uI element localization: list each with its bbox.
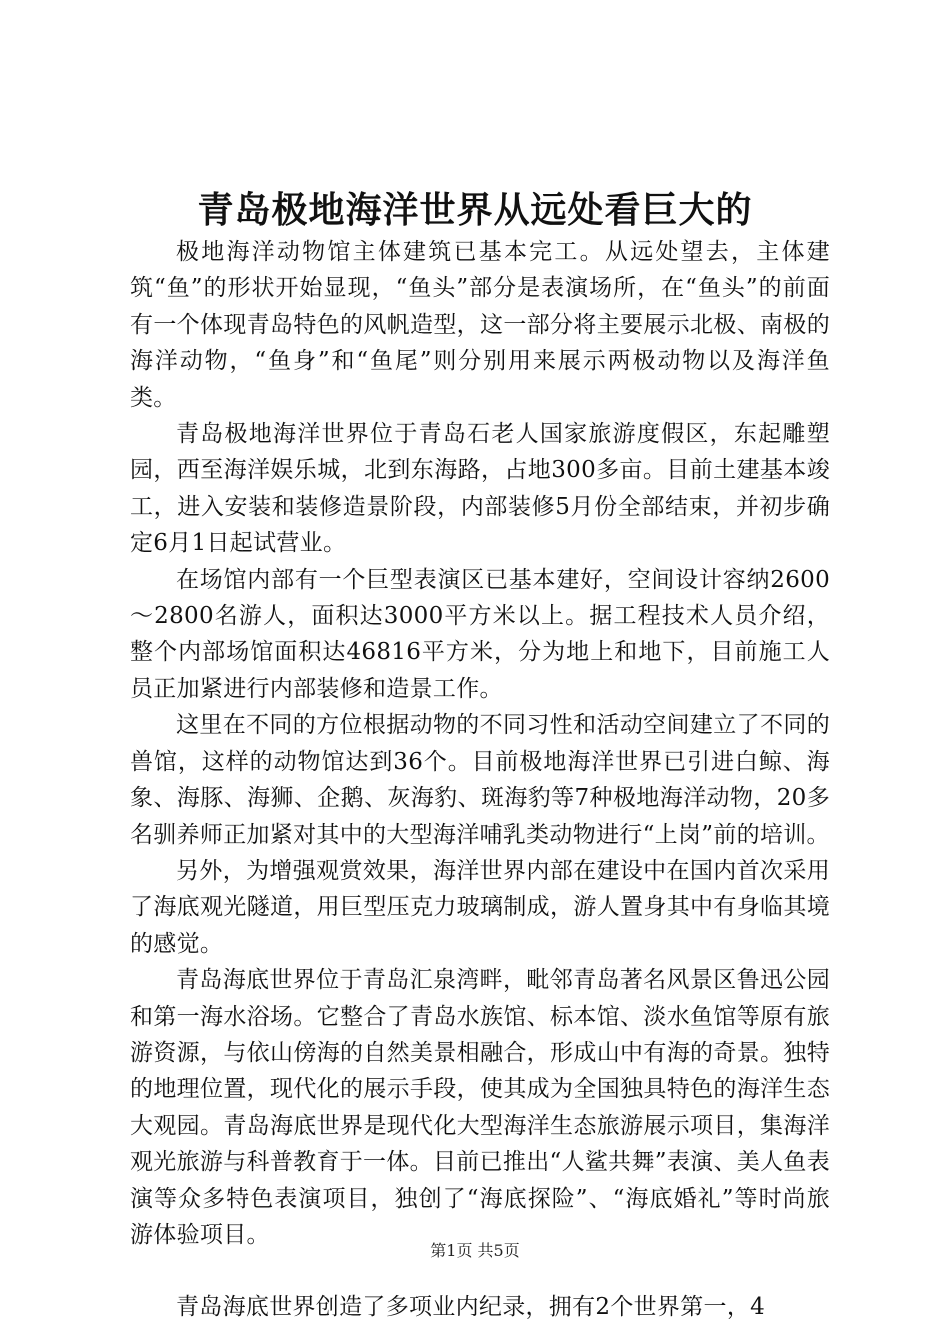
paragraph: 青岛海底世界位于青岛汇泉湾畔，毗邻青岛著名风景区鲁迅公园和第一海水浴场。它整合了青岛水族馆、标本馆、淡水鱼馆等原有旅游资源，与依山傍海的自然美景相融合，形成山中有海的奇景。独特的地理位置，现代化的展示手段，使其成为全国独具特色的海洋生态大观园。青岛海底世界是现代化大型海洋生态旅游展示项目，集海洋观光旅游与科普教育于一体。目前已推出“人鲨共舞”表演、美人鱼表演等众多特色表演项目，独创了“海底探险”、“海底婚礼”等时尚旅游体验项目。 [130,967,830,1248]
paragraph: 这里在不同的方位根据动物的不同习性和活动空间建立了不同的兽馆，这样的动物馆达到36个。目前极地海洋世界已引进白鲸、海象、海豚、海狮、企鹅、灰海豹、斑海豹等7种极地海洋动物，20多名驯养师正加紧对其中的大型海洋哺乳类动物进行“上岗”前的培训。 [130,712,830,848]
document-body [130,234,830,1326]
document-title: 青岛极地海洋世界从远处看巨大的 [197,189,753,231]
paragraph: 极地海洋动物馆主体建筑已基本完工。从远处望去，主体建筑“鱼”的形状开始显现，“鱼头”部分是表演场所，在“鱼头”的前面有一个体现青岛特色的风帆造型，这一部分将主要展示北极、南极的海洋动物，“鱼身”和“鱼尾”则分别用来展示两极动物以及海洋鱼类。 [130,239,830,411]
paragraph: 青岛海底世界创造了多项业内纪录，拥有2个世界第一，4 [176,1294,766,1321]
page-number-footer: 第1页 共5页 [430,1241,520,1260]
paragraph: 青岛极地海洋世界位于青岛石老人国家旅游度假区，东起雕塑园，西至海洋娱乐城，北到东海路，占地300多亩。目前土建基本竣工，进入安装和装修造景阶段，内部装修5月份全部结束，并初步确定6月1日起试营业。 [130,421,830,557]
paragraph: 在场馆内部有一个巨型表演区已基本建好，空间设计容纳2600～2800名游人，面积达3000平方米以上。据工程技术人员介绍，整个内部场馆面积达46816平方米，分为地上和地下，目前施工人员正加紧进行内部装修和造景工作。 [130,566,830,702]
paragraph: 另外，为增强观赏效果，海洋世界内部在建设中在国内首次采用了海底观光隧道，用巨型压克力玻璃制成，游人置身其中有身临其境的感觉。 [130,857,830,957]
